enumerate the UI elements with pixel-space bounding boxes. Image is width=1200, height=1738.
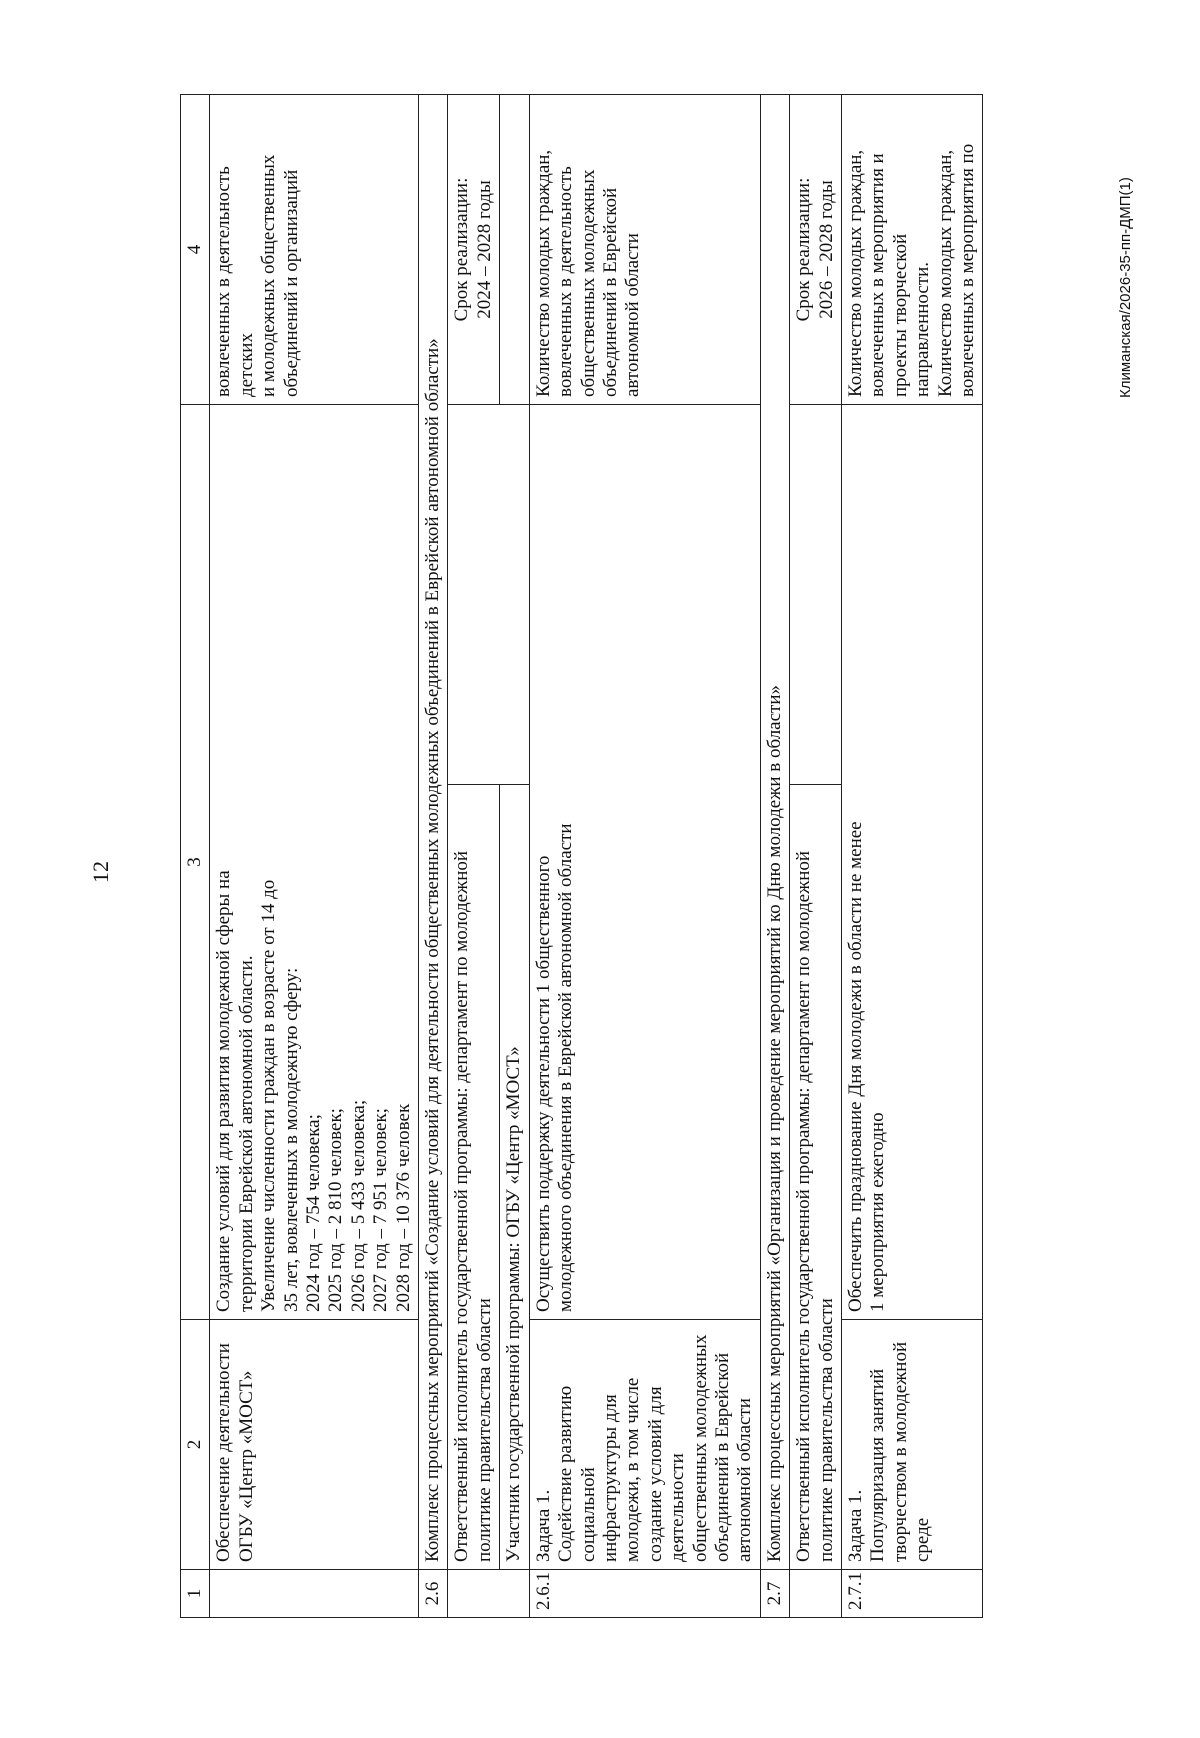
cell-line: Количество молодых граждан, [844,149,866,397]
cell-line: автономной области [622,233,644,397]
header-row [181,95,210,1618]
section-title: Комплекс процессных мероприятий «Создание условий для деятельности общественных молодежных объединений в Еврейской автономной области» [419,95,448,1570]
header-cell-4: 4 [181,95,210,405]
blank-cell [448,405,529,785]
table-row [841,95,982,1618]
table-row [210,95,419,1618]
task-col4 [841,95,982,405]
task-number: 2.7.1 [841,1570,982,1618]
program-table [180,94,983,1618]
cell-line: территории Еврейской автономной области. [235,955,257,1312]
cell-line: объединений в Еврейской [599,187,621,397]
page-number: 12 [88,861,113,883]
cont-col4 [210,95,419,405]
cell-line: Увеличение численности граждан в возрасте от 14 до [258,879,280,1312]
cell-line: создание условий для [644,1386,666,1562]
header-cell-1: 1 [181,1570,210,1618]
term-cell [448,95,500,405]
header-cell-2: 2 [181,1320,210,1570]
cell-line: Содействие развитию [555,1385,577,1562]
cell-line: объединений в Еврейской [711,1352,733,1562]
cell-line: 2028 год – 10 376 человек [392,1103,414,1312]
cell-line: инфраструктуры для [599,1394,621,1562]
cell-line: Создание условий для развития молодежной сферы на [213,870,235,1312]
task-col3 [841,405,982,1320]
cell-line: деятельности [667,1453,689,1562]
cell-line: вовлеченных в мероприятия по [957,143,978,397]
blank-cell [500,95,529,405]
cell-line: Срок реализации: [451,177,473,322]
cell-line: 2026 – 2028 годы [815,180,837,319]
cell-line: Количество молодых граждан, [934,149,956,397]
section-number: 2.6 [419,1570,448,1618]
task-col2 [841,1320,982,1570]
cell-line: ОГБУ «Центр «МОСТ» [235,1370,257,1562]
cell-line: вовлеченных в мероприятия и [867,153,889,397]
executor-row [790,95,842,1618]
table-row [529,95,760,1618]
cell-line: молодежи, в том числе [622,1377,644,1562]
cell-line: среде [912,1517,934,1562]
empty-num-cell [448,1570,529,1618]
empty-num-cell [790,1570,842,1618]
cell-line: Популяризация занятий [867,1368,889,1562]
cell-line: проекты творческой направленности. [889,233,934,397]
cell-line: социальной [577,1467,599,1562]
cell-line: 2027 год – 7 951 человек; [370,1108,392,1312]
task-number: 2.6.1 [529,1570,760,1618]
executor-row [448,95,500,1618]
cont-col3 [210,405,419,1320]
cell-line: вовлеченных в деятельность детских [213,166,257,397]
cell-line: объединений и организаций [280,169,302,397]
participant-row [500,95,529,1618]
task-col3 [529,405,760,1320]
cell-line: Осуществить поддержку деятельности 1 общественного [532,855,554,1312]
cont-col2 [210,1320,419,1570]
cell-line: автономной области [734,1398,756,1562]
cell-line: общественных молодежных [689,1334,711,1562]
cell-line: Обеспечить празднование Дня молодежи в области не менее [844,821,866,1312]
cell-line: 2024 – 2028 годы [473,180,495,319]
cell-line: и молодежных общественных [258,154,280,397]
cell-line: 2026 год – 5 433 человека; [347,1099,369,1312]
cell-line: Срок реализации: [793,177,815,322]
executor-text: Ответственный исполнитель государственной программы: департамент по молодежной политике правительства области [790,785,842,1570]
cell-line: вовлеченных в деятельность [555,166,577,397]
executor-text: Ответственный исполнитель государственной программы: департамент по молодежной политике правительства области [448,785,500,1570]
section-2-6-row [419,95,448,1618]
cell-line: 1 мероприятия ежегодно [867,1112,889,1312]
cell-line: Обеспечение деятельности [213,1343,235,1562]
cell-line: общественных молодежных [577,169,599,397]
cell-line: Количество молодых граждан, [532,149,554,397]
task-col4 [529,95,760,405]
participant-text: Участник государственной программы: ОГБУ «Центр «МОСТ» [500,785,529,1570]
term-cell [790,95,842,405]
cell-line: Задача 1. [532,1489,554,1562]
empty-num-cell [210,1570,419,1618]
cell-line: Задача 1. [844,1489,866,1562]
section-title: Комплекс процессных мероприятий «Организация и проведение мероприятий ко Дню молодежи в области» [760,95,789,1570]
section-number: 2.7 [760,1570,789,1618]
cell-line: 2024 год – 754 человека; [303,1114,325,1312]
cell-line: 2025 год – 2 810 человек; [325,1108,347,1312]
section-2-7-row [760,95,789,1618]
blank-cell [790,405,842,785]
cell-line: 35 лет, вовлеченных в молодежную сферу: [280,967,302,1312]
footer-code: Климанская/2026-35-пп-ДМП(1) [1117,177,1134,398]
task-col2 [529,1320,760,1570]
cell-line: творчеством в молодежной [889,1341,911,1562]
cell-line: молодежного объединения в Еврейской автономной области [555,823,577,1312]
header-cell-3: 3 [181,405,210,1320]
